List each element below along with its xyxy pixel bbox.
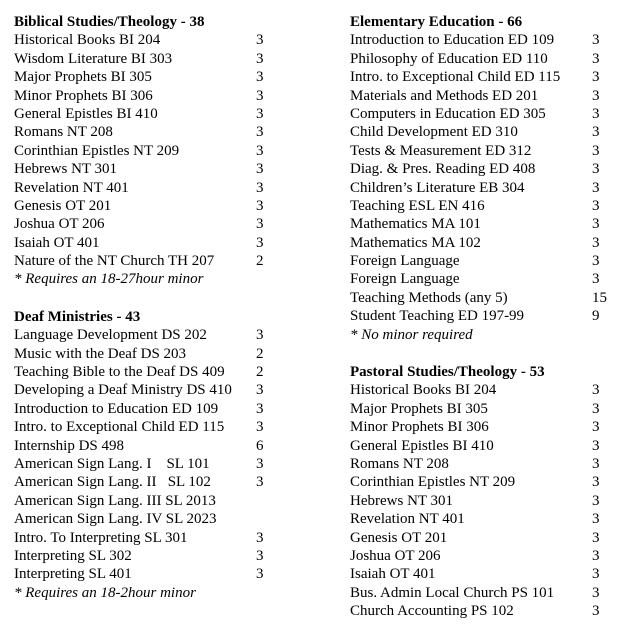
course-name: Bus. Admin Local Church PS 101 bbox=[350, 584, 555, 601]
credit-hours: 3 bbox=[256, 455, 264, 472]
credit-hours: 3 bbox=[592, 105, 600, 122]
credit-hours: 3 bbox=[592, 603, 600, 620]
elementary-education-section bbox=[350, 13, 612, 344]
course-row bbox=[350, 215, 612, 233]
course-name: Interpreting SL 302 bbox=[14, 547, 132, 564]
credit-hours: 3 bbox=[256, 179, 264, 196]
course-name: Historical Books BI 204 bbox=[14, 32, 161, 49]
course-name: Corinthian Epistles NT 209 bbox=[14, 142, 180, 159]
course-name: Genesis OT 201 bbox=[14, 197, 112, 214]
course-row bbox=[14, 455, 314, 473]
course-name: Revelation NT 401 bbox=[350, 511, 465, 528]
course-row bbox=[14, 215, 314, 233]
course-list bbox=[14, 326, 314, 583]
course-name: Children’s Literature EB 304 bbox=[350, 179, 525, 196]
course-name: Intro. to Exceptional Child ED 115 bbox=[350, 69, 561, 86]
course-row bbox=[14, 50, 314, 68]
course-name: Nature of the NT Church TH 207 bbox=[14, 253, 215, 270]
credit-hours: 3 bbox=[256, 529, 264, 546]
section-note: * Requires an 18-2hour minor bbox=[14, 584, 196, 601]
pastoral-studies-section bbox=[350, 363, 612, 620]
course-name: Corinthian Epistles NT 209 bbox=[350, 474, 516, 491]
course-name: Hebrews NT 301 bbox=[14, 161, 118, 178]
course-name: Historical Books BI 204 bbox=[350, 382, 497, 399]
course-row bbox=[14, 87, 314, 105]
credit-hours: 3 bbox=[592, 253, 600, 270]
course-row bbox=[350, 492, 612, 510]
credit-hours: 3 bbox=[592, 511, 600, 528]
course-list bbox=[350, 31, 612, 325]
course-name: Revelation NT 401 bbox=[14, 179, 129, 196]
course-row bbox=[350, 400, 612, 418]
course-name: Mathematics MA 102 bbox=[350, 234, 481, 251]
right-column bbox=[350, 13, 612, 640]
course-row bbox=[350, 602, 612, 620]
credit-hours: 6 bbox=[256, 437, 264, 454]
course-name: Church Accounting PS 102 bbox=[350, 603, 514, 620]
credit-hours: 3 bbox=[592, 474, 600, 491]
course-name: General Epistles BI 410 bbox=[14, 105, 158, 122]
course-name: Foreign Language bbox=[350, 271, 460, 288]
course-name: American Sign Lang. IV SL 2023 bbox=[14, 511, 217, 528]
biblical-studies-section bbox=[14, 13, 314, 289]
course-name: American Sign Lang. I SL 101 bbox=[14, 455, 210, 472]
course-row bbox=[14, 345, 314, 363]
credit-hours: 3 bbox=[592, 32, 600, 49]
credit-hours: 3 bbox=[256, 105, 264, 122]
course-name: Genesis OT 201 bbox=[350, 529, 448, 546]
credit-hours: 15 bbox=[592, 289, 607, 306]
course-name: Joshua OT 206 bbox=[14, 216, 105, 233]
course-list bbox=[14, 31, 314, 270]
credit-hours: 3 bbox=[592, 179, 600, 196]
course-name: Philosophy of Education ED 110 bbox=[350, 50, 548, 67]
credit-hours: 3 bbox=[256, 124, 264, 141]
course-row bbox=[14, 418, 314, 436]
credit-hours: 9 bbox=[592, 308, 600, 325]
course-name: Student Teaching ED 197-99 bbox=[350, 308, 525, 325]
credit-hours: 2 bbox=[256, 364, 264, 381]
credit-hours: 3 bbox=[256, 474, 264, 491]
credit-hours: 2 bbox=[256, 345, 264, 362]
course-name: Diag. & Pres. Reading ED 408 bbox=[350, 161, 536, 178]
credit-hours: 3 bbox=[592, 400, 600, 417]
credit-hours: 3 bbox=[592, 547, 600, 564]
course-row bbox=[350, 289, 612, 307]
course-row bbox=[350, 418, 612, 436]
section-note: * Requires an 18-27hour minor bbox=[14, 271, 204, 288]
credit-hours: 3 bbox=[256, 234, 264, 251]
credit-hours: 3 bbox=[256, 419, 264, 436]
course-name: American Sign Lang. II SL 102 bbox=[14, 474, 211, 491]
course-row bbox=[14, 381, 314, 399]
section-heading: Pastoral Studies/Theology - 53 bbox=[350, 364, 545, 381]
course-name: Music with the Deaf DS 203 bbox=[14, 345, 187, 362]
course-name: Teaching Bible to the Deaf DS 409 bbox=[14, 364, 225, 381]
course-name: Minor Prophets BI 306 bbox=[14, 87, 153, 104]
credit-hours: 3 bbox=[256, 400, 264, 417]
credit-hours: 3 bbox=[592, 455, 600, 472]
course-row bbox=[350, 307, 612, 325]
course-name: Romans NT 208 bbox=[14, 124, 113, 141]
course-name: Interpreting SL 401 bbox=[14, 566, 132, 583]
course-row bbox=[350, 50, 612, 68]
credit-hours: 3 bbox=[256, 216, 264, 233]
course-row bbox=[350, 123, 612, 141]
course-name: Teaching Methods (any 5) bbox=[350, 289, 508, 306]
course-name: Foreign Language bbox=[350, 253, 460, 270]
credit-hours: 3 bbox=[256, 566, 264, 583]
course-row bbox=[350, 529, 612, 547]
course-row bbox=[350, 234, 612, 252]
course-row bbox=[14, 437, 314, 455]
course-name: Romans NT 208 bbox=[350, 455, 449, 472]
course-row bbox=[350, 179, 612, 197]
credit-hours: 3 bbox=[256, 87, 264, 104]
course-row bbox=[350, 197, 612, 215]
course-name: Mathematics MA 101 bbox=[350, 216, 481, 233]
course-name: Internship DS 498 bbox=[14, 437, 124, 454]
course-row bbox=[350, 510, 612, 528]
credit-hours: 3 bbox=[592, 69, 600, 86]
credit-hours: 3 bbox=[592, 419, 600, 436]
course-row bbox=[14, 529, 314, 547]
course-row bbox=[14, 234, 314, 252]
course-row bbox=[14, 492, 314, 510]
credit-hours: 2 bbox=[256, 253, 264, 270]
credit-hours: 3 bbox=[592, 50, 600, 67]
course-row bbox=[14, 565, 314, 583]
course-row bbox=[14, 473, 314, 491]
credit-hours: 3 bbox=[256, 32, 264, 49]
credit-hours: 3 bbox=[592, 161, 600, 178]
course-row bbox=[14, 326, 314, 344]
credit-hours: 3 bbox=[256, 327, 264, 344]
course-name: American Sign Lang. III SL 2013 bbox=[14, 492, 216, 509]
credit-hours: 3 bbox=[256, 50, 264, 67]
course-row bbox=[14, 160, 314, 178]
section-heading: Biblical Studies/Theology - 38 bbox=[14, 14, 205, 30]
course-row bbox=[350, 68, 612, 86]
course-row bbox=[350, 270, 612, 288]
credit-hours: 3 bbox=[256, 161, 264, 178]
credit-hours: 3 bbox=[592, 197, 600, 214]
course-row bbox=[14, 197, 314, 215]
course-name: Isaiah OT 401 bbox=[350, 566, 436, 583]
course-row bbox=[350, 142, 612, 160]
course-row bbox=[14, 363, 314, 381]
credit-hours: 3 bbox=[256, 382, 264, 399]
course-row bbox=[350, 31, 612, 49]
course-name: Intro. to Exceptional Child ED 115 bbox=[14, 419, 225, 436]
course-name: Intro. To Interpreting SL 301 bbox=[14, 529, 188, 546]
course-name: Language Development DS 202 bbox=[14, 327, 207, 344]
section-note: * No minor required bbox=[350, 326, 473, 343]
credit-hours: 3 bbox=[592, 124, 600, 141]
course-name: Major Prophets BI 305 bbox=[350, 400, 488, 417]
course-name: Teaching ESL EN 416 bbox=[350, 197, 485, 214]
credit-hours: 3 bbox=[592, 437, 600, 454]
course-list bbox=[350, 381, 612, 620]
course-name: Isaiah OT 401 bbox=[14, 234, 100, 251]
credit-hours: 3 bbox=[256, 547, 264, 564]
course-row bbox=[350, 473, 612, 491]
course-row bbox=[350, 565, 612, 583]
course-row bbox=[350, 584, 612, 602]
course-name: Introduction to Education ED 109 bbox=[14, 400, 219, 417]
credit-hours: 3 bbox=[592, 87, 600, 104]
credit-hours: 3 bbox=[592, 271, 600, 288]
course-name: Computers in Education ED 305 bbox=[350, 105, 546, 122]
course-row bbox=[350, 547, 612, 565]
credit-hours: 3 bbox=[592, 566, 600, 583]
credit-hours: 3 bbox=[592, 142, 600, 159]
course-name: Major Prophets BI 305 bbox=[14, 69, 152, 86]
credit-hours: 3 bbox=[592, 529, 600, 546]
course-row bbox=[14, 105, 314, 123]
course-name: Developing a Deaf Ministry DS 410 bbox=[14, 382, 232, 399]
credit-hours: 3 bbox=[592, 234, 600, 251]
course-row bbox=[350, 252, 612, 270]
section-heading: Elementary Education - 66 bbox=[350, 14, 523, 30]
course-name: Child Development ED 310 bbox=[350, 124, 518, 141]
course-name: General Epistles BI 410 bbox=[350, 437, 494, 454]
course-name: Tests & Measurement ED 312 bbox=[350, 142, 532, 159]
course-row bbox=[350, 455, 612, 473]
course-row bbox=[14, 510, 314, 528]
course-row bbox=[14, 123, 314, 141]
deaf-ministries-section bbox=[14, 308, 314, 602]
course-row bbox=[14, 547, 314, 565]
course-row bbox=[350, 160, 612, 178]
left-column bbox=[14, 13, 314, 621]
course-row bbox=[14, 142, 314, 160]
course-name: Introduction to Education ED 109 bbox=[350, 32, 555, 49]
credit-hours: 3 bbox=[592, 216, 600, 233]
credit-hours: 3 bbox=[256, 69, 264, 86]
course-row bbox=[350, 381, 612, 399]
credit-hours: 3 bbox=[256, 142, 264, 159]
course-row bbox=[14, 31, 314, 49]
course-row bbox=[14, 179, 314, 197]
credit-hours: 3 bbox=[592, 584, 600, 601]
credit-hours: 3 bbox=[256, 197, 264, 214]
course-name: Wisdom Literature BI 303 bbox=[14, 50, 173, 67]
course-name: Hebrews NT 301 bbox=[350, 492, 454, 509]
course-row bbox=[350, 105, 612, 123]
section-heading: Deaf Ministries - 43 bbox=[14, 308, 141, 325]
course-name: Minor Prophets BI 306 bbox=[350, 419, 489, 436]
credit-hours: 3 bbox=[592, 492, 600, 509]
course-row bbox=[350, 87, 612, 105]
course-name: Materials and Methods ED 201 bbox=[350, 87, 539, 104]
course-row bbox=[350, 437, 612, 455]
course-row bbox=[14, 252, 314, 270]
course-name: Joshua OT 206 bbox=[350, 547, 441, 564]
course-row bbox=[14, 68, 314, 86]
credit-hours: 3 bbox=[592, 382, 600, 399]
course-row bbox=[14, 400, 314, 418]
